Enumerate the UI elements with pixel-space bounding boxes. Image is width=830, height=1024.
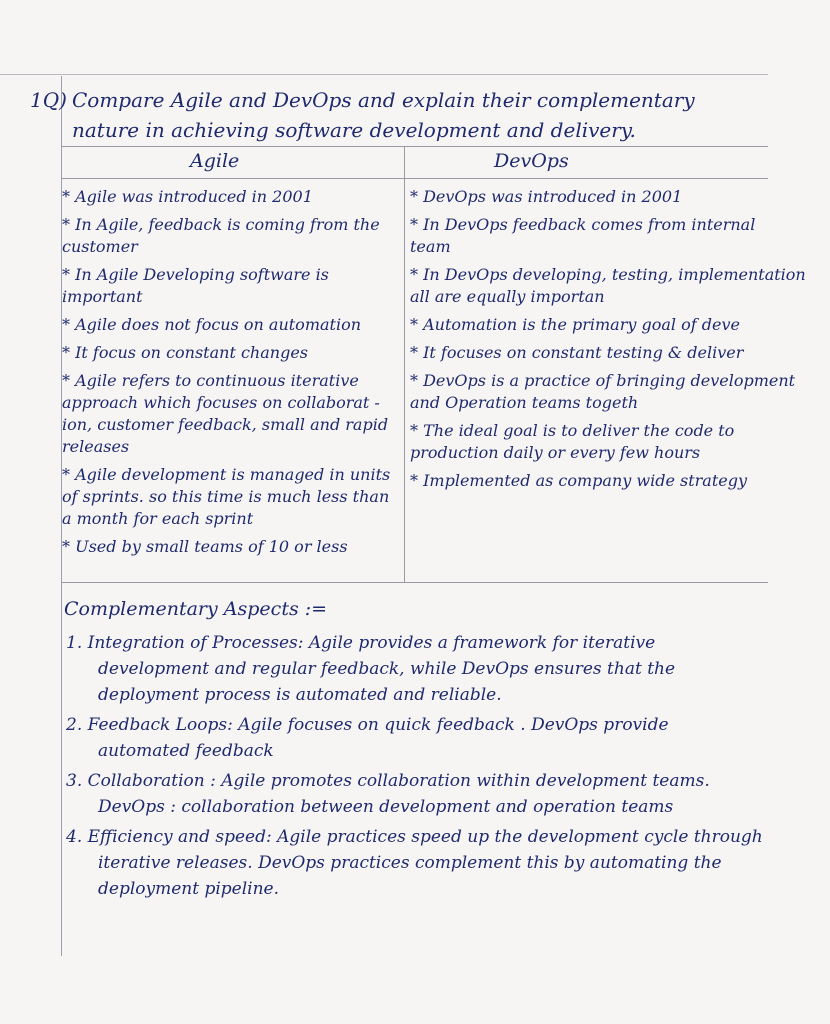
agile-point: * Agile was introduced in 2001 [62, 187, 313, 206]
agile-column [62, 186, 402, 564]
question-line-1: Compare Agile and DevOps and explain their complementary [72, 88, 695, 112]
agile-point: * Agile development is managed in units of sprints. so this time is much less than a month for each sprint [62, 465, 391, 528]
complementary-point: 4. Efficiency and speed: Agile practices speed up the development cycle through iterative releases. DevOps practices complement this by automating the deployment pipeline. [66, 827, 763, 899]
agile-point: * In Agile Developing software is important [62, 265, 329, 306]
agile-point: * Agile refers to continuous iterative approach which focuses on collaborat -ion, customer feedback, small and rapid releases [62, 371, 389, 456]
complementary-point: 2. Feedback Loops: Agile focuses on quick feedback . DevOps provide automated feedback [66, 715, 669, 761]
complementary-point: 1. Integration of Processes: Agile provides a framework for iterative development and regular feedback, while DevOps ensures that the deployment process is automated and reliable. [66, 633, 676, 705]
agile-point: * It focus on constant changes [62, 343, 308, 362]
devops-point: * DevOps was introduced in 2001 [410, 187, 683, 206]
agile-point: * Agile does not focus on automation [62, 315, 362, 334]
complementary-points [66, 630, 766, 906]
agile-column-header: Agile [190, 150, 240, 172]
devops-point: * Implemented as company wide strategy [410, 471, 748, 490]
complementary-point: 3. Collaboration : Agile promotes collaboration within development teams. DevOps : collaboration between development and operation teams [66, 771, 710, 817]
question-number: 1Q) [30, 88, 67, 112]
table-top-rule [62, 146, 768, 147]
devops-point: * In DevOps feedback comes from internal team [410, 215, 756, 256]
table-column-divider [404, 146, 405, 582]
agile-point: * In Agile, feedback is coming from the customer [62, 215, 380, 256]
table-header-rule [62, 178, 768, 179]
devops-column-header: DevOps [494, 150, 569, 172]
devops-point: * It focuses on constant testing & deliver [410, 343, 744, 362]
devops-point: * Automation is the primary goal of deve [410, 315, 740, 334]
complementary-aspects-title: Complementary Aspects := [64, 598, 328, 620]
devops-point: * The ideal goal is to deliver the code to production daily or every few hours [410, 421, 735, 462]
devops-column [410, 186, 806, 498]
question-line-2: nature in achieving software development and delivery. [72, 118, 636, 142]
devops-point: * DevOps is a practice of bringing development and Operation teams togeth [410, 371, 796, 412]
page-top-edge [0, 74, 768, 75]
agile-point: * Used by small teams of 10 or less [62, 537, 348, 556]
table-bottom-rule [62, 582, 768, 583]
devops-point: * In DevOps developing, testing, implementation all are equally importan [410, 265, 806, 306]
